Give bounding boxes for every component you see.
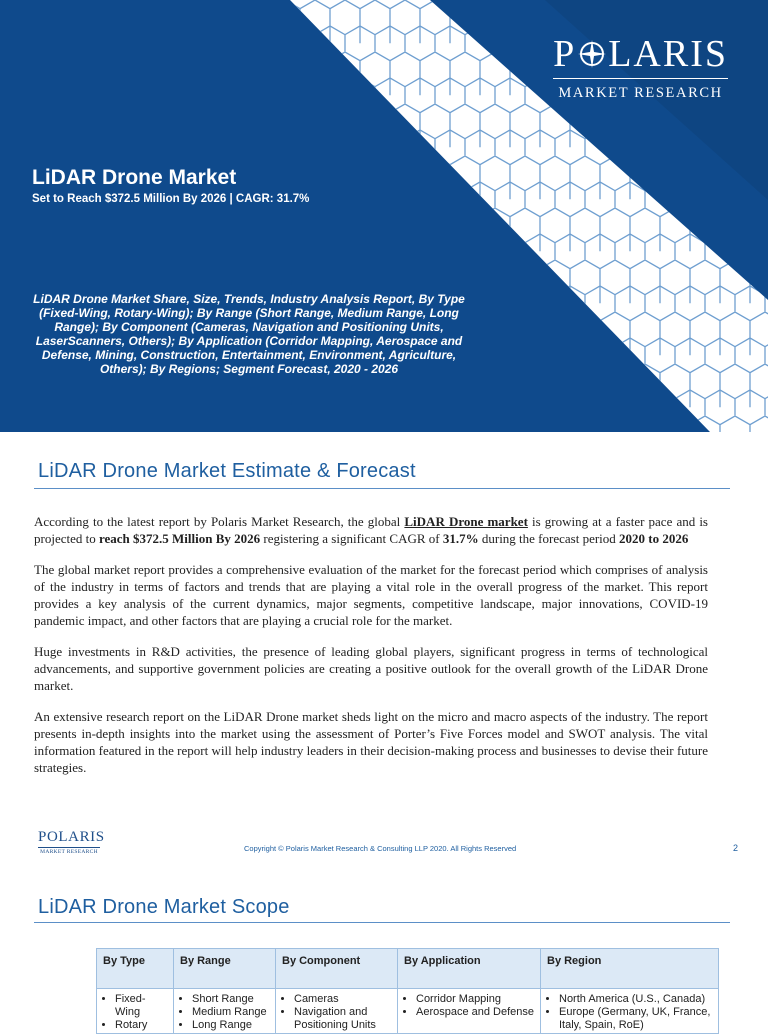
paragraph-2: The global market report provides a comprehensive evaluation of the market for the forecast period which comprises of analysis of the industry in terms of factors and trends that are playing a vital role in the overall progress of the market. This report provides a key analysis of the current dynamics, major segments, competitive landscape, major innovations, COVID-19 pandemic impact, and other factors that are playing a crucial role for the market. xyxy=(34,562,708,628)
cell-component xyxy=(276,989,398,1034)
page-number: 2 xyxy=(733,843,739,853)
hero-banner xyxy=(0,0,768,432)
market-scope-table xyxy=(96,948,719,1034)
section-divider xyxy=(34,922,730,923)
logo-wordmark xyxy=(553,34,728,74)
list-item: • Fixed-Wing xyxy=(115,993,169,1019)
list-item: • Aerospace and Defense xyxy=(416,1006,536,1019)
footer-logo xyxy=(38,829,105,855)
p1-cagr: 31.7% xyxy=(442,531,479,546)
paragraph-3: Huge investments in R&D activities, the presence of leading global players, significant progress in terms of technological advancements, and supportive government policies are creating a positive outlook for the overall growth of the LiDAR Drone market. xyxy=(34,644,708,693)
table-header-row xyxy=(97,949,719,989)
list-item: • Rotary xyxy=(115,1019,169,1032)
list-item: • Navigation and Positioning Units xyxy=(294,1006,393,1032)
logo-tagline: MARKET RESEARCH xyxy=(558,85,723,101)
logo-divider xyxy=(553,78,728,79)
footer-logo-name: POLARIS xyxy=(38,829,105,845)
list-item: • Corridor Mapping xyxy=(416,993,536,1006)
body-text xyxy=(34,513,708,790)
polaris-logo[interactable] xyxy=(553,34,728,102)
report-description: LiDAR Drone Market Share, Size, Trends, Industry Analysis Report, By Type (Fixed-Wing, Rotary-Wing); By Range (Short Range, Medium Range, Long Range); By Component (Cameras, Navigation and Positioning Units, LaserScanners, Others); By Application (Corridor Mapping, Aerospace and Defense, Mining, Construction, Entertainment, Environment, Agriculture, Others); By Regions; Segment Forecast, 2020 - 2026 xyxy=(33,292,465,376)
logo-letters-laris: LARIS xyxy=(608,33,728,75)
list-item: • North America (U.S., Canada) xyxy=(559,993,714,1006)
copyright-notice: Copyright © Polaris Market Research & Consulting LLP 2020. All Rights Reserved xyxy=(244,844,517,853)
header-by-range: By Range xyxy=(174,949,276,989)
paragraph-4: An extensive research report on the LiDAR Drone market sheds light on the micro and macro aspects of the industry. The report presents in-depth insights into the market using the assessment of Porter’s Five Forces model and SWOT analysis. The vital information featured in the report will help industry leaders in their decision-making process and businesses to devise their future strategies. xyxy=(34,709,708,775)
p1-text-b: is growing at a faster pace and is projected to xyxy=(34,514,708,546)
p1-text-c: registering a significant CAGR of xyxy=(260,531,443,546)
p1-period: 2020 to 2026 xyxy=(619,531,689,546)
header-by-type: By Type xyxy=(97,949,174,989)
market-link[interactable]: LiDAR Drone market xyxy=(404,514,528,529)
p1-market-value: reach $372.5 Million By 2026 xyxy=(98,531,261,546)
list-item: • Cameras xyxy=(294,993,393,1006)
report-title: LiDAR Drone Market xyxy=(32,166,237,189)
list-item: • Europe (Germany, UK, France, Italy, Spain, RoE) xyxy=(559,1006,714,1032)
report-subtitle: Set to Reach $372.5 Million By 2026 | CAGR: 31.7% xyxy=(32,193,310,205)
list-item: • Short Range xyxy=(192,993,271,1006)
cell-type xyxy=(97,989,174,1034)
section-title-estimate: LiDAR Drone Market Estimate & Forecast xyxy=(38,460,416,482)
logo-letter-p: P xyxy=(553,33,577,75)
footer-logo-tagline: MARKET RESEARCH xyxy=(38,847,100,855)
paragraph-1 xyxy=(34,513,708,547)
header-by-component: By Component xyxy=(276,949,398,989)
section-title-scope: LiDAR Drone Market Scope xyxy=(38,896,290,918)
p1-text-d: during the forecast period xyxy=(478,531,620,546)
cell-application xyxy=(398,989,541,1034)
compass-star-icon xyxy=(577,39,607,69)
cell-region xyxy=(541,989,719,1034)
cell-range xyxy=(174,989,276,1034)
header-by-region: By Region xyxy=(541,949,719,989)
list-item: • Long Range xyxy=(192,1019,271,1032)
section-divider xyxy=(34,488,730,489)
p1-text-a: According to the latest report by Polaris Market Research, the global xyxy=(34,514,405,529)
header-by-application: By Application xyxy=(398,949,541,989)
table-row xyxy=(97,989,719,1034)
list-item: • Medium Range xyxy=(192,1006,271,1019)
